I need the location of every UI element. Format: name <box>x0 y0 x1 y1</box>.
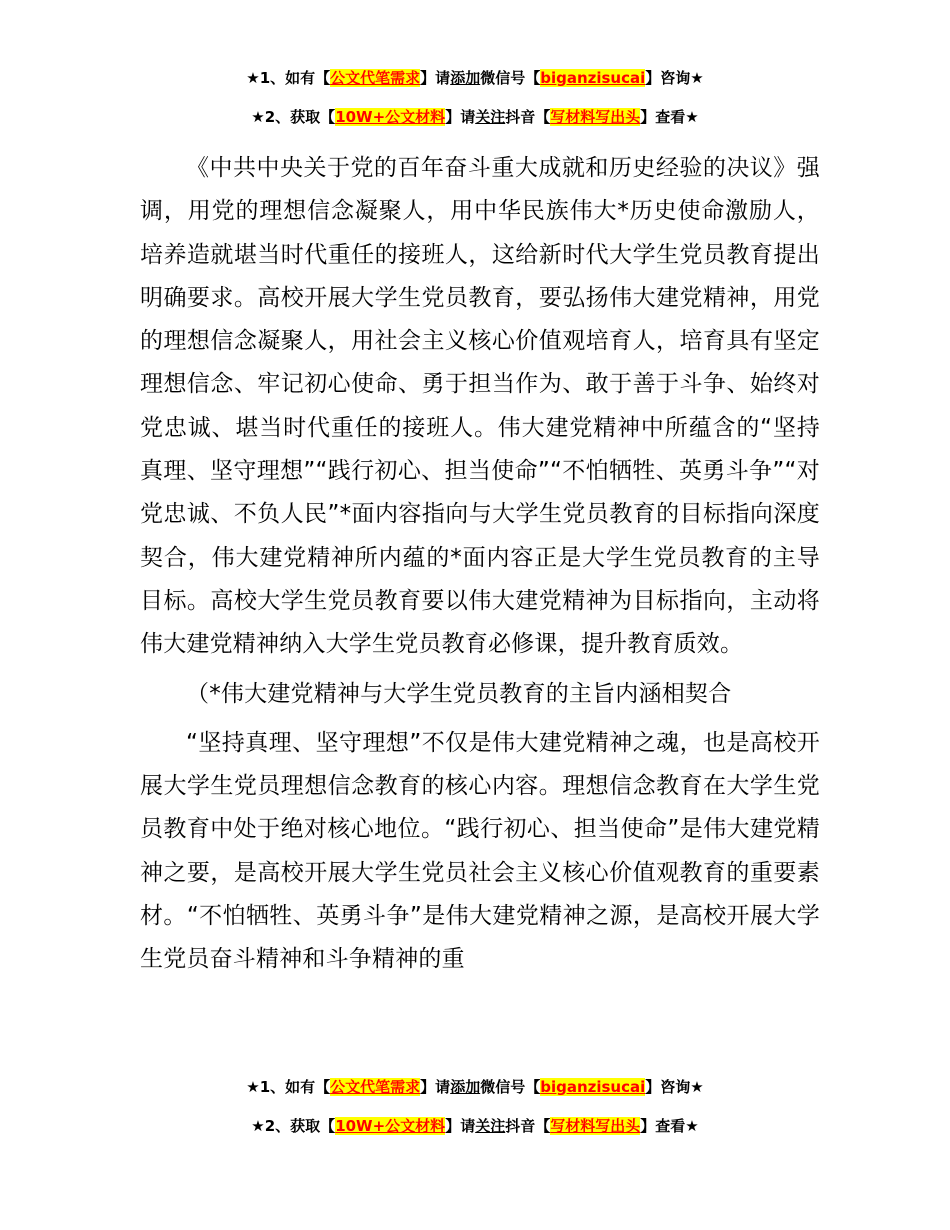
paragraph-1: 《中共中央关于党的百年奋斗重大成就和历史经验的决议》强调，用党的理想信念凝聚人，用中华民族伟大*历史使命激励人，培养造就堪当时代重任的接班人，这给新时代大学生党员教育提出明确要求。高校开展大学生党员教育，要弘扬伟大建党精神，用党的理想信念凝聚人，用社会主义核心价值观培育人，培育具有坚定理想信念、牢记初心使命、勇于担当作为、敢于善于斗争、始终对党忠诚、堪当时代重任的接班人。伟大建党精神中所蕴含的“坚持真理、坚守理想”“践行初心、担当使命”“不怕牺牲、英勇斗争”“对党忠诚、不负人民”*面内容指向与大学生党员教育的目标指向深度契合，伟大建党精神所内蕴的*面内容正是大学生党员教育的主导目标。高校大学生党员教育要以伟大建党精神为目标指向，主动将伟大建党精神纳入大学生党员教育必修课，提升教育质效。 <box>140 155 820 658</box>
header1-text-a: ★1、如有【 <box>246 69 331 87</box>
footer1-underline-add: 添加 <box>450 1078 481 1096</box>
header-banner-line2 <box>0 106 950 128</box>
footer2-text-c: 抖音【 <box>505 1117 551 1135</box>
footer1-text-d: 】咨询★ <box>645 1078 704 1096</box>
footer2-highlight-douyin: 写材料写出头 <box>550 1117 641 1135</box>
header1-underline-add: 添加 <box>450 69 481 87</box>
footer2-underline-follow: 关注 <box>475 1117 506 1135</box>
footer1-text-a: ★1、如有【 <box>246 1078 331 1096</box>
header2-highlight-materials: 10W+公文材料 <box>335 108 446 126</box>
header1-highlight-wechat-id: biganzisucai <box>540 69 646 87</box>
footer-banner-line2 <box>0 1115 950 1137</box>
paragraph-2: “坚持真理、坚守理想”不仅是伟大建党精神之魂，也是高校开展大学生党员理想信念教育的核心内容。理想信念教育在大学生党员教育中处于绝对核心地位。“践行初心、担当使命”是伟大建党精神之要，是高校开展大学生党员社会主义核心价值观教育的重要素材。“不怕牺牲、英勇斗争”是伟大建党精神之源，是高校开展大学生党员奋斗精神和斗争精神的重 <box>140 729 820 973</box>
header1-text-c: 微信号【 <box>480 69 541 87</box>
header1-highlight-service: 公文代笔需求 <box>330 69 421 87</box>
header1-text-b: 】请 <box>420 69 451 87</box>
header2-text-a: ★2、获取【 <box>251 108 336 126</box>
footer1-highlight-wechat-id: biganzisucai <box>540 1078 646 1096</box>
footer2-text-b: 】请 <box>445 1117 476 1135</box>
footer1-text-c: 微信号【 <box>480 1078 541 1096</box>
footer2-highlight-materials: 10W+公文材料 <box>335 1117 446 1135</box>
body-text <box>140 147 820 982</box>
header2-highlight-douyin: 写材料写出头 <box>550 108 641 126</box>
header-banner-line1 <box>0 67 950 89</box>
footer1-text-b: 】请 <box>420 1078 451 1096</box>
header2-text-c: 抖音【 <box>505 108 551 126</box>
header2-text-d: 】查看★ <box>640 108 699 126</box>
footer-banner-line1 <box>0 1076 950 1098</box>
footer1-highlight-service: 公文代笔需求 <box>330 1078 421 1096</box>
footer2-text-d: 】查看★ <box>640 1117 699 1135</box>
section-heading: （*伟大建党精神与大学生党员教育的主旨内涵相契合 <box>186 680 732 707</box>
footer2-text-a: ★2、获取【 <box>251 1117 336 1135</box>
header2-text-b: 】请 <box>445 108 476 126</box>
header2-underline-follow: 关注 <box>475 108 506 126</box>
header1-text-d: 】咨询★ <box>645 69 704 87</box>
